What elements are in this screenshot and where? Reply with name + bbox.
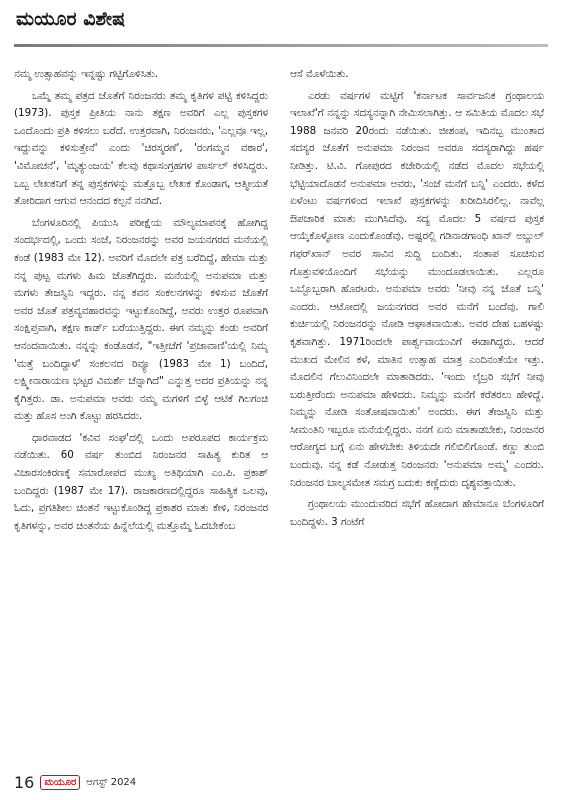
- paragraph: ಆಸೆ ಮೊಳೆಯಿತು.: [290, 68, 349, 80]
- issue-date: ಆಗಸ್ಟ್ 2024: [86, 776, 137, 788]
- header-rule: [14, 44, 548, 47]
- magazine-name: ಮಯೂರ: [40, 775, 80, 790]
- page-footer: [14, 772, 136, 792]
- paragraph: ಒಮ್ಮೆ ತಮ್ಮ ಪತ್ರದ ಜೊತೆಗೆ ನಿರಂಜನರು ತಮ್ಮ ಕೃತಿಗಳ ಪಟ್ಟಿ ಕಳಿಸಿದ್ದರು (1973). ಪುಸ್ತಕ ಪ್ರೀತಿಯ ನಾನು ತಕ್ಷಣ ಅವರಿಗೆ ಎಲ್ಲ ಪುಸ್ತಕಗಳ ಒಂದೊಂದು ಪ್ರತಿ ಕಳಿಸಲು ಬರೆದೆ. ಉತ್ತರವಾಗಿ, ನಿರಂಜನರು, 'ಎಲ್ಲವೂ ಇಲ್ಲ, ಇದ್ದುವನ್ನು ಕಳಿಸುತ್ತೇನೆ' ಎಂದು 'ಚಿರಸ್ಮರಣೆ', 'ರಂಗಮ್ಮನ ವಠಾರ', 'ವಿಮೋಚನೆ', 'ಮೃತ್ಯುಂಜಯ' ಕೆಲವು ಕಥಾಸಂಗ್ರಹಗಳ ಪಾರ್ಸಲ್ ಕಳಿಸಿದ್ದರು. ಒಬ್ಬ ಲೇಖಕನಿಗೆ ತನ್ನ ಪುಸ್ತಕಗಳನ್ನು ಮತ್ತೊಬ್ಬ ಲೇಖಕ ಕೊಂಡಾಗ, ಆತ್ಮೀಯತೆ ತೋರಿದಾಗ ಆಗುವ ಆನಂದದ ಕಲ್ಪನೆ ನನಗಿದೆ.: [14, 89, 268, 208]
- paragraph: ಗ್ರಂಥಾಲಯ ಮುಂದುವರಿದ ಸಭೆಗೆ ಹೋದಾಗ ಹೇಮಾನೂ ಬೆಂಗಳೂರಿಗೆ ಬಂದಿದ್ದಳು. 3 ಗಂಟೆಗೆ: [290, 498, 544, 528]
- section-header: [14, 4, 544, 56]
- section-title: ಮಯೂರ ವಿಶೇಷ: [16, 8, 126, 30]
- paragraph: ಧಾರವಾಡದ 'ಕವಿವ ಸಂಘ'ದಲ್ಲಿ ಒಂದು ಅಪರೂಪದ ಕಾರ್ಯಕ್ರಮ ನಡೆಯಿತು. 60 ವರ್ಷ ತುಂಬಿದ ನಿರಂಜನರ ಸಾಹಿತ್ಯ ಕುರಿತ ಆ ವಿಚಾರಸಂಕಿರಣಕ್ಕೆ ಸಮಾರೋಪದ ಮುಖ್ಯ ಅತಿಥಿಯಾಗಿ ಎಂ.ಪಿ. ಪ್ರಕಾಶ್ ಬಂದಿದ್ದರು (1987 ಮೇ 17). ರಾಜಕಾರಣದಲ್ಲಿದ್ದರೂ ಸಾಹಿತ್ಯಿಕ ಒಲವು, ಓದು, ಪ್ರಗತಿಶೀಲ ಚಿಂತನೆ ಇಟ್ಟುಕೊಂಡಿದ್ದ ಪ್ರಕಾಶರ ಮಾತು ಕೇಳಿ, ನಿರಂಜನರ ಕೃತಿಗಳನ್ನು, ಅವರ ಚಿಂತನೆಯ ಹಿನ್ನೆಲೆಯಲ್ಲಿ ಮತ್ತೊಮ್ಮೆ ಓದಬೇಕೆಂಬ: [14, 431, 268, 532]
- right-column: [290, 66, 544, 766]
- paragraph: ನಮ್ಮ ಉತ್ಸಾಹವನ್ನು ಇನ್ನಷ್ಟು ಗಟ್ಟಿಗೊಳಿಸಿತು.: [14, 68, 158, 80]
- paragraph: ಎರಡು ವರ್ಷಗಳ ಮಟ್ಟಿಗೆ 'ಕರ್ನಾಟಕ ಸಾರ್ವಜನಿಕ ಗ್ರಂಥಾಲಯ ಇಲಾಖೆ'ಗೆ ನನ್ನನ್ನು ಸದಸ್ಯನನ್ನಾಗಿ ನೇಮಿಸಲಾಗಿತ್ತು. ಆ ಸಮಿತಿಯ ಮೊದಲ ಸಭೆ 1988 ಜನವರಿ 20ರಂದು ನಡೆಯಿತು. ಜೀಶಂಪ, ಇದಿನಬ್ಬ ಮುಂತಾದ ಸದಸ್ಯರ ಜೊತೆಗೆ ಅನುಪಮಾ ನಿರಂಜನ ಅವರೂ ಸದಸ್ಯರಾಗಿದ್ದು ಹರ್ಷ ನೀಡಿತ್ತು. ಟಿ.ವಿ. ಗೋಪುರದ ಕಚೇರಿಯಲ್ಲಿ ನಡೆದ ಮೊದಲ ಸಭೆಯಲ್ಲಿ ಭೆಟ್ಟಿಯಾದೊಡನೆ ಅನುಪಮಾ ಅವರು, 'ಸಂಜೆ ಮನೆಗೆ ಬನ್ನಿ' ಎಂದರು. ಕಳೆದ ಏಳೆಂಟು ವರ್ಷಗಳಿಂದ ಇಲಾಖೆ ಪುಸ್ತಕಗಳನ್ನು ಖರೀದಿಸಿರಲಿಲ್ಲ. ನಾವೆಲ್ಲ ಔಪಚಾರಿಕ ಮಾತು ಮುಗಿಸಿದೆವು. ಸದ್ಯ ಮೊದಲ 5 ವರ್ಷದ ಪುಸ್ತಕ ಆಯ್ಕೆಕೊಳ್ಳೋಣ ಎಂದುಕೊಂಡೆವು. ಅಷ್ಟರಲ್ಲಿ ಗಡಿನಾಡಗಾಂಧಿ ಖಾನ್ ಅಬ್ದುಲ್ ಗಫರ್‌ಖಾನ್ ಅವರ ಸಾವಿನ ಸುದ್ದಿ ಬಂದಿತು. ಸಂತಾಪ ಸೂಚಿಸುವ ಗೊತ್ತುವಳಿಯೊಂದಿಗೆ ಸಭೆಯನ್ನು ಮುಂದೂಡಲಾಯಿತು. ಎಲ್ಲರೂ ಒಬ್ಬೊಬ್ಬರಾಗಿ ಹೊರಟರು. ಅನುಪಮಾ ಅವರು 'ನೀವು ನನ್ನ ಜೊತೆ ಬನ್ನಿ' ಎಂದರು. ಆಟೋದಲ್ಲಿ ಜಯನಗರದ ಅವರ ಮನೆಗೆ ಬಂದೆವು. ಗಾಲಿ ಕುರ್ಚಿಯಲ್ಲಿ ನಿರಂಜನರನ್ನು ನೋಡಿ ಆಘಾತವಾಯಿತು. ಅವರ ದೇಹ ಬಹಳಷ್ಟು ಕೃಶವಾಗಿತ್ತು. 1971ರಿಂದಲೇ ಪಾರ್ಶ್ವವಾಯುವಿಗೆ ಈಡಾಗಿದ್ದರು. ಆದರೆ ಮುಖದ ಮೇಲಿನ ಕಳೆ, ಮಾತಿನ ಉತ್ಸಾಹ ಮಾತ್ರ ಎಂದಿನಂತೆಯೇ ಇತ್ತು. ಮೊದಲಿನ ಗೆಲುವಿನಿಂದಲೇ ಮಾತಾಡಿದರು. 'ಇಂದು ಲೈಬ್ರರಿ ಸಭೆಗೆ ನೀವು ಬರುತ್ತೀರೆಂದು ಅನುಪಮಾ ಹೇಳಿದರು. ನಿಮ್ಮನ್ನು ಮನೆಗೆ ಕರೆತರಲು ಹೇಳಿದ್ದೆ. ನಿಮ್ಮನ್ನು ನೋಡಿ ಸಂತೋಷವಾಯಿತು' ಅಂದರು. ಈಗ ತೇಜಸ್ವಿನಿ ಮತ್ತು ಸೀಮಂತಿನಿ ಇಬ್ಬರೂ ಮನೆಯಲ್ಲಿದ್ದರು. ನನಗೆ ಏನು ಮಾತಾಡಬೇಕು, ನಿರಂಜನರ ಆರೋಗ್ಯದ ಬಗ್ಗೆ ಏನು ಹೇಳಬೇಕು ತಿಳಿಯದೇ ಗಲಿಬಿಲಿಗೊಂಡೆ. ಕಣ್ಣು ತುಂಬಿ ಬಂದುವು. ನನ್ನ ಕಡೆ ನೋಡುತ್ತ ನಿರಂಜನರು 'ಅನುಪಮಾ ಅಮ್ಮ' ಎಂದರು. ನಿರಂಜನರ ಬಾಲ್ಯಸಮೇತ ಸಮಗ್ರ ಬದುಕು ಕಣ್ಣೆದುರು ದೃಶ್ಯವತ್ತಾಯಿತು.: [290, 89, 544, 489]
- page-number: 16: [14, 772, 35, 792]
- paragraph: ಬೆಂಗಳೂರಿನಲ್ಲಿ ಪಿಯುಸಿ ಪರೀಕ್ಷೆಯ ಮೌಲ್ಯಮಾಪನಕ್ಕೆ ಹೋಗಿದ್ದ ಸಂದರ್ಭದಲ್ಲಿ, ಒಂದು ಸಂಜೆ, ನಿರಂಜನರನ್ನು ಅವರ ಜಯನಗರದ ಮನೆಯಲ್ಲಿ ಕಂಡೆ (1983 ಮೇ 12). ಅವರಿಗೆ ಮೊದಲೇ ಪತ್ರ ಬರೆದಿದ್ದೆ, ಹೇಮಾ ಮತ್ತು ನನ್ನ ಪುಟ್ಟ ಮಗಳು ಹಿಮ ಜೊತೆಗಿದ್ದರು. ಮನೆಯಲ್ಲಿ ಅನುಪಮಾ ಮತ್ತು ಮಗಳು ತೇಜಸ್ವಿನಿ ಇದ್ದರು. ನನ್ನ ಕವನ ಸಂಕಲನಗಳನ್ನು ಕಳಿಸುವ ಜೊತೆಗೆ ಅವರ ಜೊತೆ ಪತ್ರವ್ಯವಹಾರವನ್ನು ಇಟ್ಟುಕೊಂಡಿದ್ದೆ, ಅವರು ಉತ್ತರ ರೂಪವಾಗಿ ಸಂಕ್ಷಿಪ್ತವಾಗಿ, ತಕ್ಷಣ ಕಾರ್ಡ್ ಬರೆಯುತ್ತಿದ್ದರು. ಈಗ ನಮ್ಮನ್ನು ಕಂಡು ಅವರಿಗೆ ಆನಂದವಾಯಿತು. ನನ್ನನ್ನು ಕಂಡೊಡನೆ, "ಇತ್ತೀಚೆಗೆ 'ಪ್ರಜಾವಾಣಿ'ಯಲ್ಲಿ ನಿಮ್ಮ 'ಮತ್ತೆ ಬಂದಿದ್ದಾಳೆ' ಸಂಕಲನದ ರಿವ್ಯೂ (1983 ಮೇ 1) ಬಂದಿದೆ, ಲಕ್ಷ್ಮೀನಾರಾಯಣ ಭಟ್ಟರ ವಿಮರ್ಶೆ ಚೆನ್ನಾಗಿದೆ" ಎನ್ನುತ್ತ ಅದರ ಪ್ರತಿಯನ್ನು ನನ್ನ ಕೈಗಿತ್ತರು. ಡಾ. ಅನುಪಮಾ ಅವರು ನಮ್ಮ ಮಗಳಿಗೆ ಬಿಳ್ಳೆ ಆಟಿಕೆ ಗಿಲಗಂಚಿ ಮತ್ತು ಹೊಸ ಅಂಗಿ ಕೊಟ್ಟು ಹರಸಿದರು.: [14, 216, 268, 423]
- left-column: [14, 66, 268, 766]
